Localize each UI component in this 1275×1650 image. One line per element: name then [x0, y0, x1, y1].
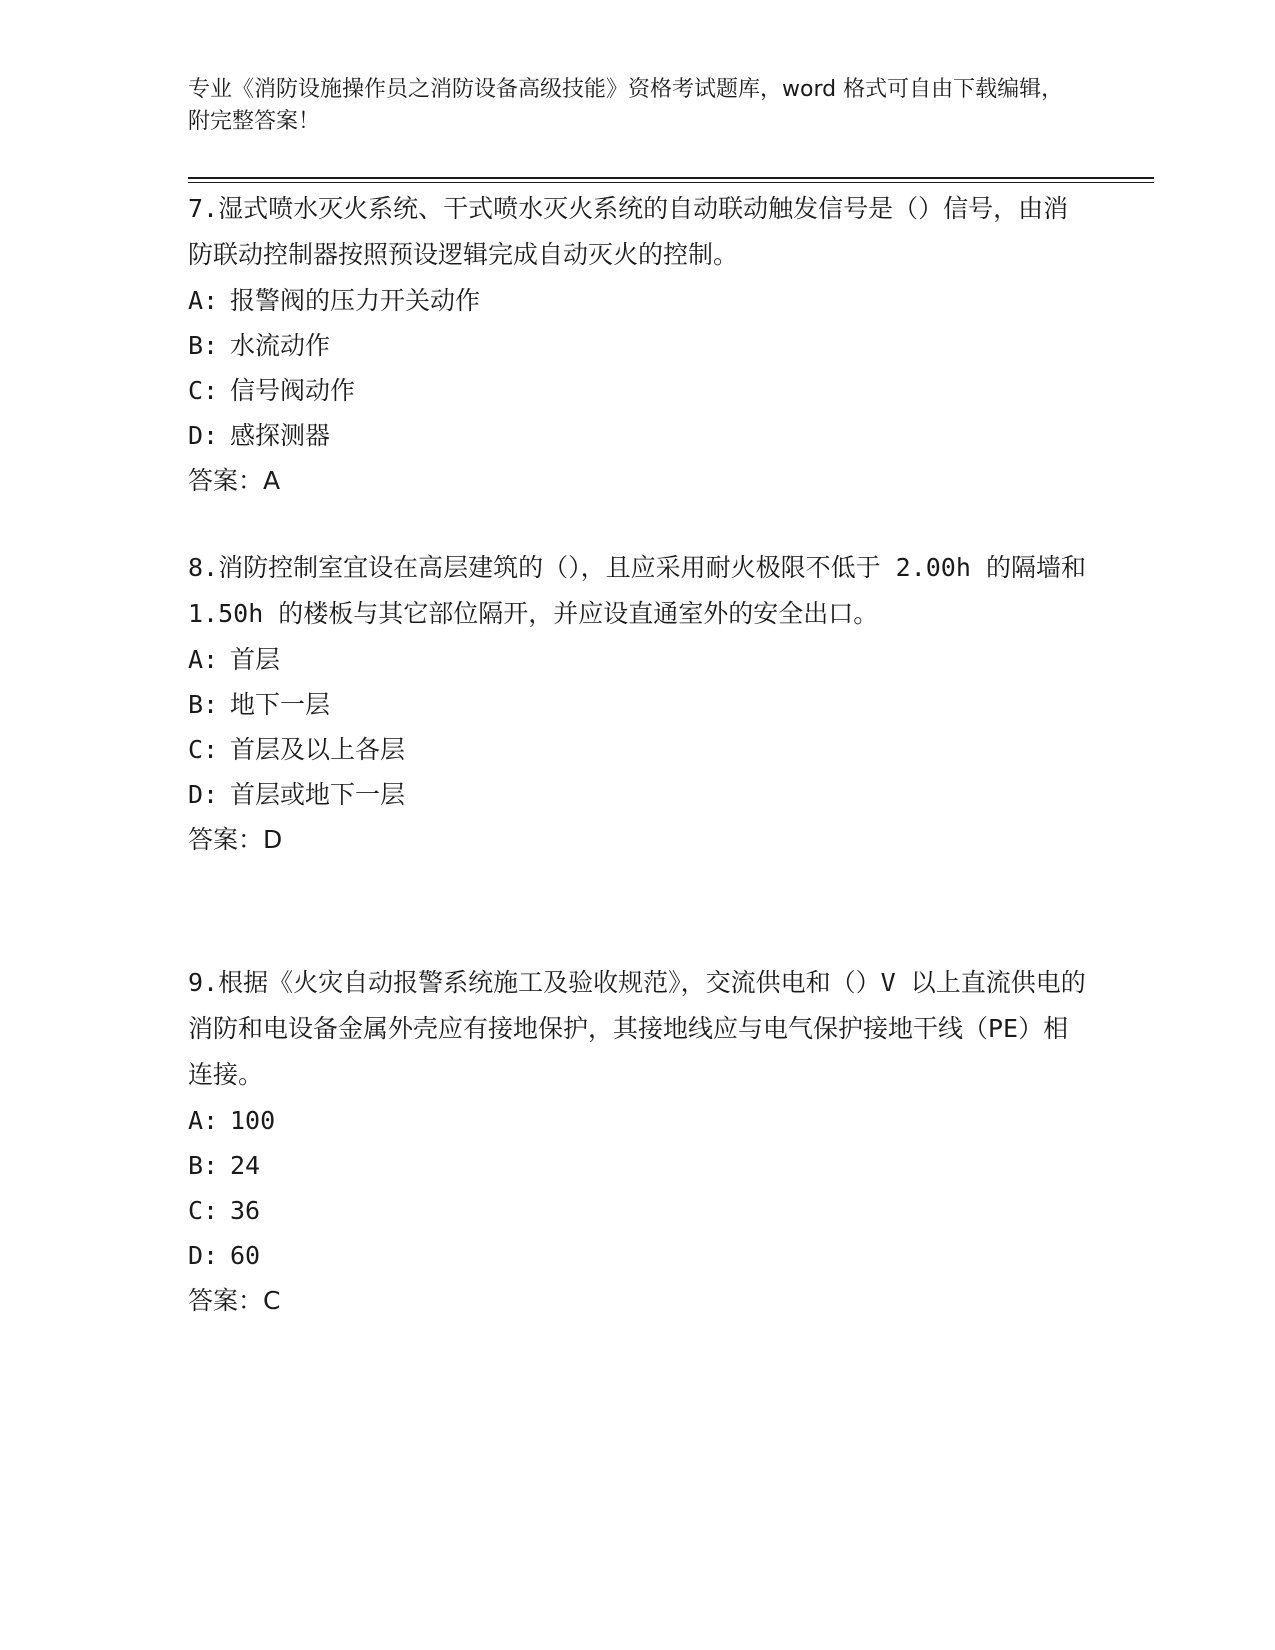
option-text: 报警阀的压力开关动作 — [230, 286, 481, 315]
option-key: D: — [188, 421, 219, 450]
option-text: 首层及以上各层 — [230, 735, 406, 764]
option-b — [188, 323, 1088, 368]
option-text: 60 — [230, 1241, 261, 1270]
option-key: B: — [188, 331, 219, 360]
answer-line: 答案：A — [188, 466, 281, 495]
option-key: D: — [188, 1241, 219, 1270]
answer-line: 答案：D — [188, 825, 283, 854]
option-key: A: — [188, 286, 219, 315]
option-d — [188, 1233, 1088, 1278]
option-text: 首层 — [230, 645, 281, 674]
option-text: 感探测器 — [230, 421, 331, 450]
option-text: 首层或地下一层 — [230, 780, 406, 809]
option-c — [188, 1188, 1088, 1233]
document-header: 专业《消防设施操作员之消防设备高级技能》资格考试题库，word 格式可自由下载编辑，附完整答案！ — [188, 77, 1064, 134]
option-text: 水流动作 — [230, 331, 331, 360]
question-9 — [188, 960, 1088, 1323]
option-c — [188, 727, 1088, 772]
option-text: 信号阀动作 — [230, 376, 356, 405]
option-b — [188, 1143, 1088, 1188]
option-key: D: — [188, 780, 219, 809]
answer-line: 答案：C — [188, 1286, 281, 1315]
option-key: C: — [188, 735, 219, 764]
option-b — [188, 682, 1088, 727]
option-key: A: — [188, 1106, 219, 1135]
option-key: B: — [188, 690, 219, 719]
question-8 — [188, 545, 1088, 862]
question-7 — [188, 186, 1088, 503]
option-text: 100 — [230, 1106, 276, 1135]
option-a — [188, 637, 1088, 682]
option-text: 24 — [230, 1151, 261, 1180]
option-c — [188, 368, 1088, 413]
option-key: C: — [188, 1196, 219, 1225]
option-key: B: — [188, 1151, 219, 1180]
option-d — [188, 413, 1088, 458]
question-stem: 8.消防控制室宜设在高层建筑的（），且应采用耐火极限不低于 2.00h 的隔墙和 1.50h 的楼板与其它部位隔开，并应设直通室外的安全出口。 — [188, 553, 1086, 628]
header-rule-thin — [188, 182, 1154, 183]
option-d — [188, 772, 1088, 817]
question-stem: 7.湿式喷水灭火系统、干式喷水灭火系统的自动联动触发信号是（）信号，由消防联动控制器按照预设逻辑完成自动灭火的控制。 — [188, 194, 1069, 269]
option-text: 36 — [230, 1196, 261, 1225]
option-a — [188, 278, 1088, 323]
header-rule-thick — [188, 177, 1154, 179]
option-a — [188, 1098, 1088, 1143]
option-text: 地下一层 — [230, 690, 331, 719]
option-key: A: — [188, 645, 219, 674]
option-key: C: — [188, 376, 219, 405]
question-stem: 9.根据《火灾自动报警系统施工及验收规范》，交流供电和（）V 以上直流供电的消防和电设备金属外壳应有接地保护，其接地线应与电气保护接地干线（PE）相连接。 — [188, 968, 1086, 1089]
